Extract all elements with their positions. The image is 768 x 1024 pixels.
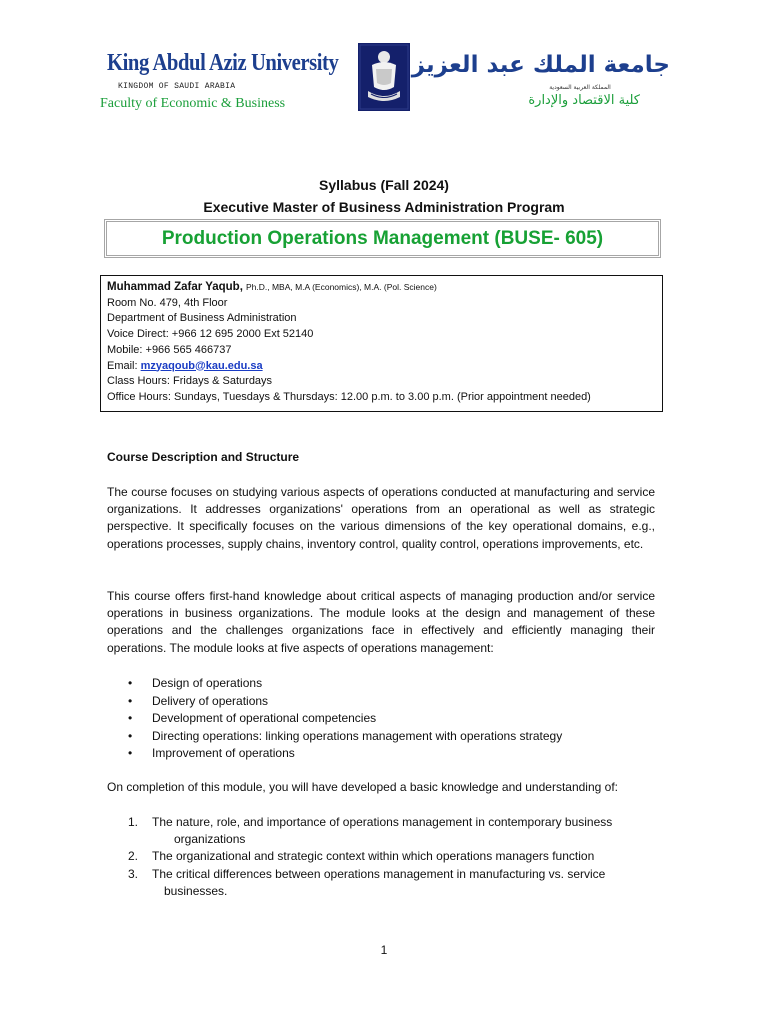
bullet-icon: •	[128, 693, 133, 708]
item-number: 2.	[128, 849, 139, 864]
item-number: 1.	[128, 815, 139, 829]
list-item: 2. The organizational and strategic context within which operations managers function	[107, 848, 655, 865]
instructor-name: Muhammad Zafar Yaqub,	[107, 281, 243, 293]
list-item: • Design of operations	[107, 675, 562, 693]
email-label: Email:	[107, 359, 138, 372]
mobile-number: Mobile: +966 565 466737	[107, 343, 232, 356]
aspects-list	[107, 675, 562, 763]
bullet-icon: •	[128, 711, 133, 726]
email-link[interactable]: mzyaqoub@kau.edu.sa	[140, 359, 263, 372]
office-hours: Office Hours: Sundays, Tuesdays & Thursdays: 12.00 p.m. to 3.00 p.m. (Prior appointment needed)	[107, 390, 591, 403]
list-item: 3. The critical differences between operations management in manufacturing vs. service businesses.	[128, 866, 606, 898]
university-name-ar: جامعة الملك عبد العزيز	[411, 52, 670, 78]
bullet-icon: •	[128, 728, 133, 743]
faculty-name-ar: كلية الاقتصاد والإدارة	[528, 93, 640, 108]
voice-direct: Voice Direct: +966 12 695 2000 Ext 52140	[107, 328, 314, 341]
completion-intro: On completion of this module, you will have developed a basic knowledge and understanding of:	[107, 780, 618, 794]
list-item: • Delivery of operations	[107, 693, 562, 711]
class-hours: Class Hours: Fridays & Saturdays	[107, 375, 273, 388]
list-item: • Improvement of operations	[107, 745, 562, 763]
list-item: • Development of operational competencies	[107, 710, 562, 728]
description-paragraph-1: The course focuses on studying various aspects of operations conducted at manufacturing and service organizations. It addresses organizations' operations from an operational as well as strategic perspective. It specifically focuses on the various dimensions of the key operational domains, e.g., operations processes, supply chains, inventory control, quality control, operations improvements, etc.	[107, 485, 655, 551]
syllabus-title: Syllabus (Fall 2024)	[319, 177, 449, 193]
outcomes-list	[107, 814, 655, 900]
course-title: Production Operations Management (BUSE- 605)	[161, 227, 604, 249]
list-item: • Directing operations: linking operations management with operations strategy	[107, 728, 562, 746]
page-number: 1	[380, 943, 388, 957]
item-number: 3.	[128, 866, 139, 881]
bullet-icon: •	[128, 676, 133, 690]
instructor-credentials: Ph.D., MBA, M.A (Economics), M.A. (Pol. Science)	[245, 282, 437, 292]
program-title: Executive Master of Business Administration Program	[203, 199, 565, 215]
university-name-en: King Abdul Aziz University	[107, 50, 339, 76]
kingdom-label-en: KINGDOM OF SAUDI ARABIA	[118, 82, 236, 91]
course-title-box	[104, 219, 661, 258]
office-room: Room No. 479, 4th Floor	[107, 296, 228, 309]
bullet-icon: •	[128, 746, 133, 761]
department: Department of Business Administration	[107, 312, 297, 325]
description-paragraph-2: This course offers first-hand knowledge about critical aspects of managing production and/or service operations in business organizations. The module looks at the design and management of these operations and the challenges organizations face in effectively and efficiently managing their operations. The module looks at five aspects of operations management:	[107, 589, 655, 655]
instructor-contact-box	[100, 275, 663, 412]
section-heading: Course Description and Structure	[107, 450, 300, 464]
university-seal-logo	[358, 43, 410, 111]
kingdom-label-ar: المملكة العربية السعودية	[549, 84, 611, 91]
faculty-name-en: Faculty of Economic & Business	[100, 96, 286, 111]
list-item: 1. The nature, role, and importance of operations management in contemporary business organizations	[128, 815, 613, 847]
